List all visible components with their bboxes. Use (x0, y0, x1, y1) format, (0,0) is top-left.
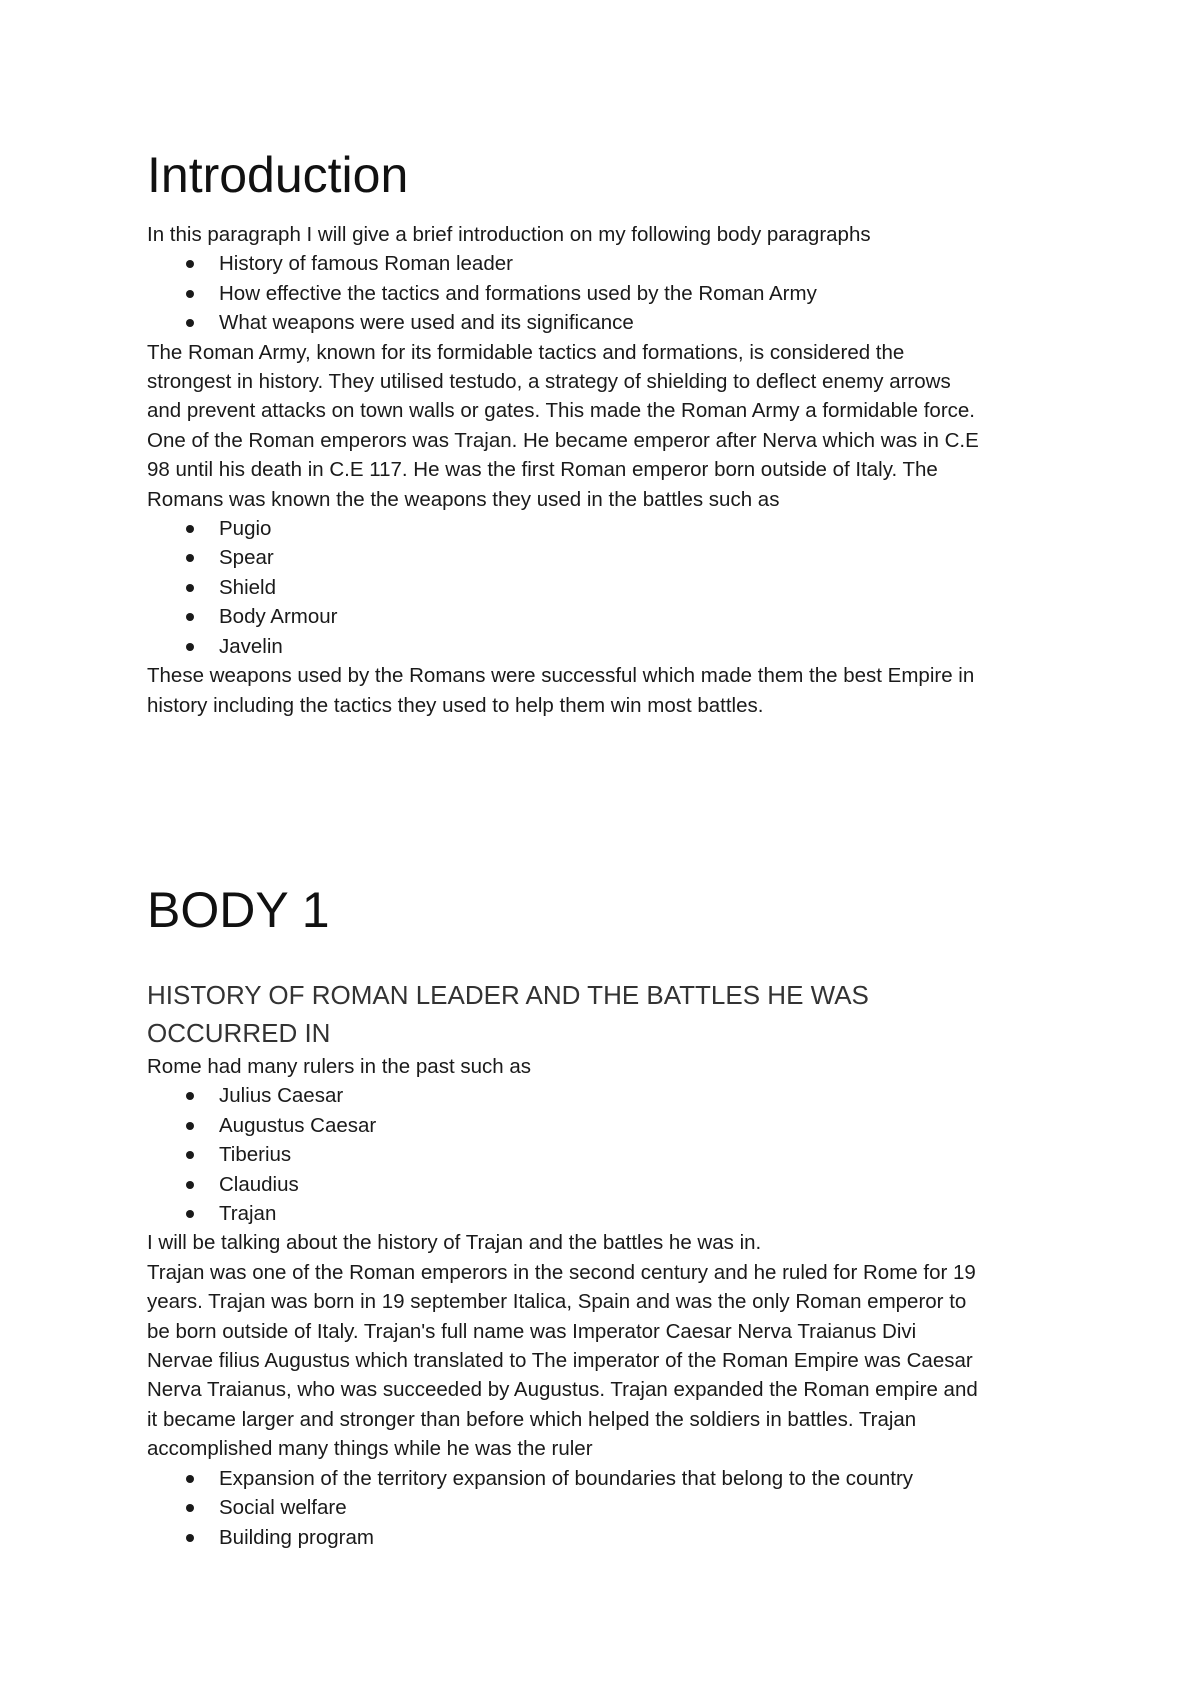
body1-section (147, 976, 1067, 1552)
list-item: Tiberius (147, 1140, 1067, 1169)
bullet-icon (186, 1504, 194, 1512)
accomplishments-list (147, 1464, 1067, 1552)
list-item: What weapons were used and its significance (147, 308, 1067, 337)
bullet-icon (186, 1475, 194, 1483)
list-item: History of famous Roman leader (147, 249, 1067, 278)
bullet-icon (186, 1122, 194, 1130)
bullet-icon (186, 260, 194, 268)
bullet-icon (186, 643, 194, 651)
list-item: Social welfare (147, 1493, 1067, 1522)
body1-heading: BODY 1 (147, 882, 330, 938)
rulers-list (147, 1081, 1067, 1228)
intro-topic-list (147, 249, 1067, 337)
list-item: Expansion of the territory expansion of boundaries that belong to the country (147, 1464, 1067, 1493)
introduction-heading: Introduction (147, 147, 409, 203)
list-item: How effective the tactics and formations used by the Roman Army (147, 279, 1067, 308)
list-item: Body Armour (147, 602, 1067, 631)
body1-lead: Rome had many rulers in the past such as (147, 1055, 531, 1078)
list-item: Pugio (147, 514, 1067, 543)
introduction-section (147, 220, 1067, 720)
list-item: Building program (147, 1523, 1067, 1552)
intro-paragraph: The Roman Army, known for its formidable tactics and formations, is considered the strongest in history. They utilised testudo, a strategy of shielding to deflect enemy arrows and prevent attacks on town walls or gates. This made the Roman Army a formidable force. One of the Roman emperors was Trajan. He became emperor after Nerva which was in C.E 98 until his death in C.E 117. He was the first Roman emperor born outside of Italy. The Romans was known the the weapons they used in the battles such as (147, 340, 979, 511)
list-item: Trajan (147, 1199, 1067, 1228)
list-item: Shield (147, 573, 1067, 602)
intro-lead: In this paragraph I will give a brief introduction on my following body paragraphs (147, 223, 871, 246)
list-item: Claudius (147, 1170, 1067, 1199)
list-item: Augustus Caesar (147, 1111, 1067, 1140)
list-item: Julius Caesar (147, 1081, 1067, 1110)
bullet-icon (186, 319, 194, 327)
bullet-icon (186, 1151, 194, 1159)
body1-paragraph: I will be talking about the history of Trajan and the battles he was in. Trajan was one of the Roman emperors in the second century and he ruled for Rome for 19 years. Trajan was born in 19 september Italica, Spain and was the only Roman emperor to be born outside of Italy. Trajan's full name was Imperator Caesar Nerva Traianus Divi Nervae filius Augustus which translated to The imperator of the Roman Empire was Caesar Nerva Traianus, who was succeeded by Augustus. Trajan expanded the Roman empire and it became larger and stronger than before which helped the soldiers in battles. Trajan accomplished many things while he was the ruler (147, 1231, 978, 1461)
body1-subheading: HISTORY OF ROMAN LEADER AND THE BATTLES HE WAS OCCURRED IN (147, 980, 869, 1048)
bullet-icon (186, 1210, 194, 1218)
list-item: Spear (147, 543, 1067, 572)
bullet-icon (186, 290, 194, 298)
list-item: Javelin (147, 632, 1067, 661)
bullet-icon (186, 1534, 194, 1542)
weapons-list (147, 514, 1067, 661)
bullet-icon (186, 1092, 194, 1100)
bullet-icon (186, 525, 194, 533)
bullet-icon (186, 554, 194, 562)
bullet-icon (186, 1181, 194, 1189)
bullet-icon (186, 613, 194, 621)
bullet-icon (186, 584, 194, 592)
intro-conclusion: These weapons used by the Romans were successful which made them the best Empire in history including the tactics they used to help them win most battles. (147, 664, 975, 717)
